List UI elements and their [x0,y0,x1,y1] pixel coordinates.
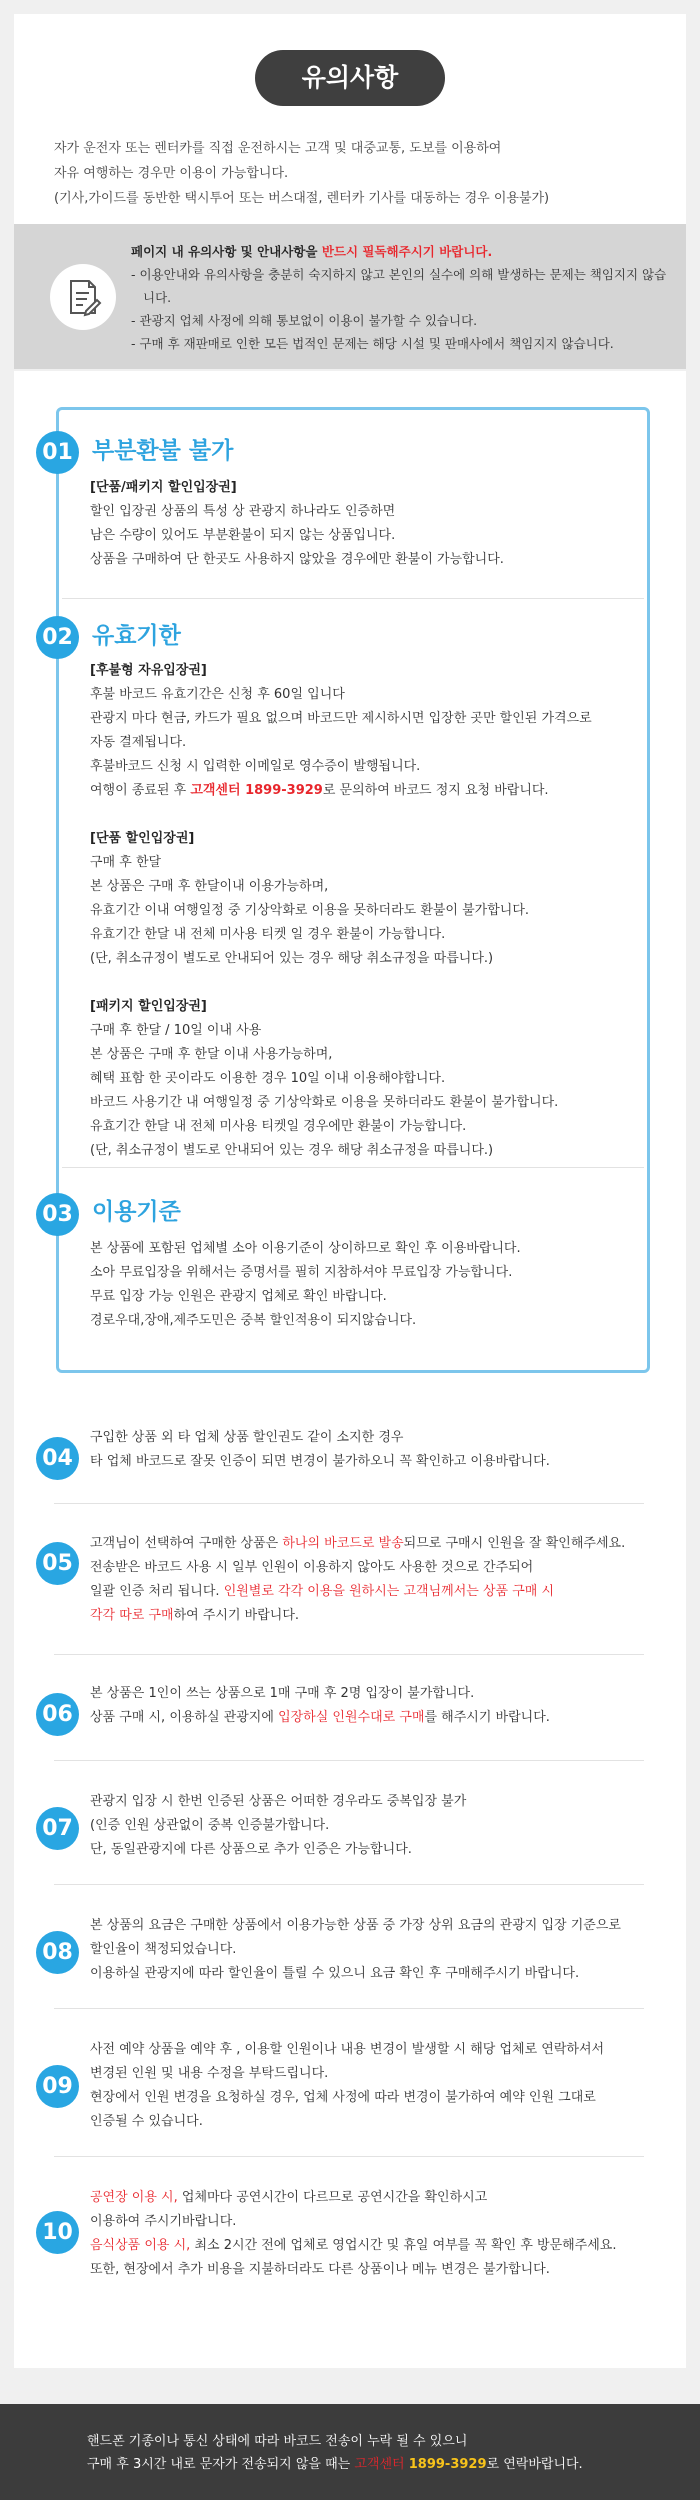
notice-heading: 페이지 내 유의사항 및 안내사항을 반드시 필독해주시기 바랍니다. [131,244,493,259]
top-panel [14,14,686,369]
item-number-04: 04 [36,1437,79,1480]
sub-heading: [단품/패키지 할인입장권] [90,480,237,495]
footer-bar [0,2404,700,2500]
body-line: 각각 따로 구매하여 주시기 바랍니다. [90,1608,300,1623]
body-line: 남은 수량이 있어도 부분환불이 되지 않는 상품입니다. [90,528,396,543]
body-line: 본 상품에 포함된 업체별 소아 이용기준이 상이하므로 확인 후 이용바랍니다. [90,1241,521,1256]
body-line: 자동 결제됩니다. [90,735,187,750]
section-title-validity: 유효기한 [92,623,181,649]
section-title-usage-criteria: 이용기준 [92,1199,181,1225]
body-line: 구매 후 한달 / 10일 이내 사용 [90,1023,262,1038]
section-body-03 [90,1237,650,1333]
sub-heading: [패키지 할인입장권] [90,999,207,1014]
item-number-08: 08 [36,1931,79,1974]
intro-line: 자유 여행하는 경우만 이용이 가능합니다. [54,166,289,181]
divider [54,1884,644,1885]
body-line: 관광지 마다 현금, 카드가 필요 없으며 바코드만 제시하시면 입장한 곳만 할인된 가격으로 [90,711,592,726]
body-line: 유효기간 한달 내 전체 미사용 티켓 일 경우 환불이 가능합니다. [90,927,446,942]
intro-text [54,136,664,211]
body-line: 할인율이 책정되었습니다. [90,1942,237,1957]
divider [54,1654,644,1655]
body-line: 단, 동일관광지에 다른 상품으로 추가 인증은 가능합니다. [90,1842,412,1857]
body-line: 고객님이 선택하여 구매한 상품은 하나의 바코드로 발송되므로 구매시 인원을 잘 확인해주세요. [90,1536,626,1551]
sub-heading: [단품 할인입장권] [90,831,195,846]
section-number-01: 01 [36,431,79,474]
body-line: 상품을 구매하여 단 한곳도 사용하지 않았을 경우에만 환불이 가능합니다. [90,552,504,567]
divider [62,598,644,599]
notice-box [14,224,686,369]
main-panel [14,371,686,2368]
divider [54,2156,644,2157]
body-line: 전송받은 바코드 사용 시 일부 인원이 이용하지 않아도 사용한 것으로 간주되어 [90,1560,534,1575]
body-line: 여행이 종료된 후 고객센터 1899-3929로 문의하여 바코드 정지 요청 바랍니다. [90,783,549,798]
body-line: 또한, 현장에서 추가 비용을 지불하더라도 다른 상품이나 메뉴 변경은 불가합니다. [90,2262,550,2277]
body-line: 일괄 인증 처리 됩니다. 인원별로 각각 이용을 원하시는 고객님께서는 상품 구매 시 [90,1584,555,1599]
divider [62,1167,644,1168]
notice-line: - 이용안내와 유의사항을 충분히 숙지하지 않고 본인의 실수에 의해 발생하는 문제는 책임지지 않습니다. [131,267,667,305]
body-line: 후불바코드 신청 시 입력한 이메일로 영수증이 발행됩니다. [90,759,421,774]
item-body-09 [90,2038,680,2134]
body-line: 본 상품은 구매 후 한달 이내 사용가능하며, [90,1047,333,1062]
item-body-07 [90,1790,670,1862]
body-line: 타 업체 바코드로 잘못 인증이 되면 변경이 불가하오니 꼭 확인하고 이용바랍니다. [90,1454,550,1469]
item-number-05: 05 [36,1542,79,1585]
item-number-07: 07 [36,1807,79,1850]
body-line: 구매 후 한달 [90,855,162,870]
divider [54,1503,644,1504]
body-line: 할인 입장권 상품의 특성 상 관광지 하나라도 인증하면 [90,504,396,519]
body-line: 구입한 상품 외 타 업체 상품 할인권도 같이 소지한 경우 [90,1430,404,1445]
body-line: 이용하여 주시기바랍니다. [90,2214,237,2229]
body-line: 후불 바코드 유효기간은 신청 후 60일 입니다 [90,687,345,702]
section-body-01 [90,476,650,572]
body-line: 혜택 표함 한 곳이라도 이용한 경우 10일 이내 이용해야합니다. [90,1071,446,1086]
notice-line: - 관광지 업체 사정에 의해 통보없이 이용이 불가할 수 있습니다. [131,313,478,328]
body-line: 무료 입장 가능 인원은 관광지 업체로 확인 바랍니다. [90,1289,387,1304]
body-line: 공연장 이용 시, 업체마다 공연시간이 다르므로 공연시간을 확인하시고 [90,2190,488,2205]
body-line: 음식상품 이용 시, 최소 2시간 전에 업체로 영업시간 및 휴일 여부를 꼭 확인 후 방문해주세요. [90,2238,617,2253]
footer-line: 핸드폰 기종이나 통신 상태에 따라 바코드 전송이 누락 될 수 있으니 [87,2434,468,2449]
body-line: 사전 예약 상품을 예약 후 , 이용할 인원이나 내용 변경이 발생할 시 해당 업체로 연락하셔서 [90,2042,605,2057]
divider [54,1760,644,1761]
notice-line: - 구매 후 재판매로 인한 모든 법적인 문제는 해당 시설 및 판매사에서 책임지지 않습니다. [131,336,614,351]
body-line: 소아 무료입장을 위해서는 증명서를 필히 지참하셔야 무료입장 가능합니다. [90,1265,513,1280]
body-line: (단, 취소규정이 별도로 안내되어 있는 경우 해당 취소규정을 따릅니다.) [90,951,494,966]
body-line: 인증될 수 있습니다. [90,2114,203,2129]
body-line: 바코드 사용기간 내 여행일정 중 기상악화로 이용을 못하더라도 환불이 불가합니다. [90,1095,559,1110]
body-line: 이용하실 관광지에 따라 할인율이 틀릴 수 있으니 요금 확인 후 구매해주시기 바랍니다. [90,1966,580,1981]
divider [54,2008,644,2009]
section-number-02: 02 [36,616,79,659]
body-line: (인증 인원 상관없이 중복 인증불가합니다. [90,1818,330,1833]
body-line: 현장에서 인원 변경을 요청하실 경우, 업체 사정에 따라 변경이 불가하여 예약 인원 그대로 [90,2090,596,2105]
intro-line: 자가 운전자 또는 렌터카를 직접 운전하시는 고객 및 대중교통, 도보를 이용하여 [54,141,502,156]
document-pen-icon [50,264,116,330]
sub-heading: [후불형 자유입장권] [90,663,207,678]
item-body-06 [90,1682,670,1730]
body-line: 본 상품은 1인이 쓰는 상품으로 1매 구매 후 2명 입장이 불가합니다. [90,1686,475,1701]
body-line: (단, 취소규정이 별도로 안내되어 있는 경우 해당 취소규정을 따릅니다.) [90,1143,494,1158]
section-title-partial-refund: 부분환불 불가 [92,438,234,464]
body-line: 관광지 입장 시 한번 인증된 상품은 어떠한 경우라도 중복입장 불가 [90,1794,467,1809]
footer-line: 구매 후 3시간 내로 문자가 전송되지 않을 때는 고객센터 1899-3929로 연락바랍니다. [87,2457,583,2472]
section-body-02 [90,659,650,1163]
item-body-10 [90,2186,680,2282]
notice-text [131,240,676,355]
item-body-04 [90,1426,670,1474]
body-line: 본 상품은 구매 후 한달이내 이용가능하며, [90,879,329,894]
item-body-08 [90,1914,680,1986]
item-number-09: 09 [36,2065,79,2108]
item-number-10: 10 [36,2211,79,2254]
customer-center-phone: 1899-3929 [408,2457,487,2472]
body-line: 본 상품의 요금은 구매한 상품에서 이용가능한 상품 중 가장 상위 요금의 관광지 입장 기준으로 [90,1918,621,1933]
body-line: 상품 구매 시, 이용하실 관광지에 입장하실 인원수대로 구매를 해주시기 바랍니다. [90,1710,550,1725]
body-line: 변경된 인원 및 내용 수정을 부탁드립니다. [90,2066,329,2081]
section-number-03: 03 [36,1193,79,1236]
body-line: 유효기간 이내 여행일정 중 기상악화로 이용을 못하더라도 환불이 불가합니다. [90,903,530,918]
footer-text [87,2430,687,2476]
body-line: 유효기간 한달 내 전체 미사용 티켓일 경우에만 환불이 가능합니다. [90,1119,467,1134]
item-body-05 [90,1532,680,1628]
page-title: 유의사항 [255,50,445,106]
item-number-06: 06 [36,1693,79,1736]
body-line: 경로우대,장애,제주도민은 중복 할인적용이 되지않습니다. [90,1313,417,1328]
intro-line: (기사,가이드를 동반한 택시투어 또는 버스대절, 렌터카 기사를 대동하는 경우 이용불가) [54,191,550,206]
